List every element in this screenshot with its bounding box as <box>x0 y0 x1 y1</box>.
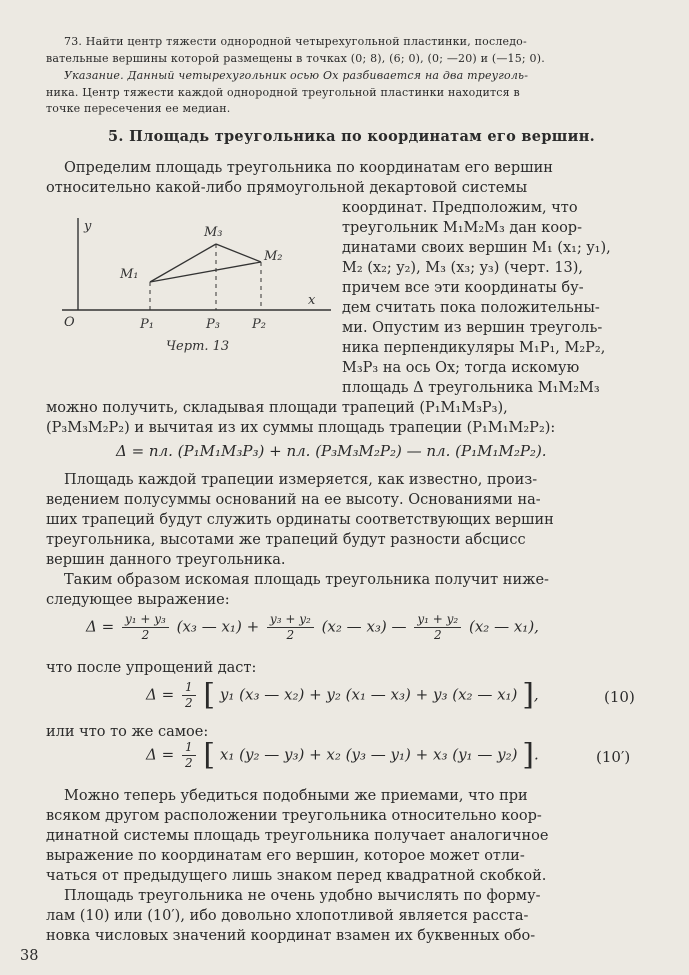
fraction <box>267 612 314 643</box>
right-bracket: ] <box>522 677 534 713</box>
paragraph-line: Таким образом искомая площадь треугольника получит ниже- <box>64 572 549 588</box>
fraction-denominator: 2 <box>433 628 442 642</box>
paragraph-line: треугольник M₁M₂M₃ дан коор- <box>342 220 582 236</box>
eq-term: (x₃ — x₁) + <box>176 617 260 636</box>
page-number: 38 <box>20 948 39 964</box>
paragraph-line: ших трапеций будут служить ординаты соответствующих вершин <box>46 512 554 528</box>
eq-body: x₁ (y₂ — y₃) + x₂ (y₃ — y₁) + x₃ (y₁ — y₂) <box>219 745 518 764</box>
equation-10 <box>146 677 539 713</box>
right-bracket: ] <box>522 737 534 773</box>
paragraph-line: новка числовых значений координат взамен их буквенных обо- <box>46 928 536 944</box>
eq-end: . <box>533 745 539 764</box>
eq-end: , <box>533 685 539 704</box>
paragraph-line: что после упрощений даст: <box>46 660 257 676</box>
fraction-numerator: y₃ + y₂ <box>267 612 314 628</box>
paragraph-line: площадь Δ треугольника M₁M₂M₃ <box>342 380 600 396</box>
fraction-denominator: 2 <box>184 756 193 770</box>
origin-label: O <box>64 315 75 330</box>
paragraph-line: следующее выражение: <box>46 592 230 608</box>
equation-10-prime <box>146 737 539 773</box>
m2-label: M₂ <box>264 249 283 264</box>
fraction-denominator: 2 <box>286 628 295 642</box>
paragraph-line: можно получить, складывая площади трапеций (P₁M₁M₃P₃), <box>46 400 508 416</box>
equation-number: (10′) <box>596 748 631 766</box>
p3-label: P₃ <box>206 317 220 332</box>
y-axis-label: y <box>84 219 92 234</box>
fraction-numerator: y₁ + y₃ <box>122 612 169 628</box>
paragraph-line: треугольника, высотами же трапеций будут разности абсцисс <box>46 532 526 548</box>
m1-label: M₁ <box>120 267 139 282</box>
fraction <box>414 612 461 643</box>
problem-line: вательные вершины которой размещены в точках (0; 8), (6; 0), (0; —20) и (—15; 0). <box>46 52 545 65</box>
triangle-side-m3m2 <box>216 244 261 262</box>
eq-lhs: Δ = <box>146 685 175 704</box>
paragraph-line: динатами своих вершин M₁ (x₁; y₁), <box>342 240 611 256</box>
p2-label: P₂ <box>252 317 266 332</box>
equation-number: (10) <box>604 688 635 706</box>
section-title: 5. Площадь треугольника по координатам его вершин. <box>108 128 595 145</box>
paragraph-line: или что то же самое: <box>46 724 209 740</box>
problem-line: 73. Найти центр тяжести однородной четырехугольной пластинки, последо- <box>64 35 527 48</box>
paragraph-line: Площадь каждой трапеции измеряется, как известно, произ- <box>64 472 538 488</box>
m3-label: M₃ <box>204 225 223 240</box>
paragraph-line: ведением полусуммы оснований на ее высоту. Основаниями на- <box>46 492 541 508</box>
paragraph-line: вершин данного треугольника. <box>46 552 286 568</box>
figure-caption: Черт. 13 <box>166 339 230 354</box>
paragraph-line: относительно какой-либо прямоугольной декартовой системы <box>46 180 528 196</box>
fraction-denominator: 2 <box>184 696 193 710</box>
eq-lhs: Δ = <box>146 745 175 764</box>
fraction-denominator: 2 <box>141 628 150 642</box>
paragraph-line: Площадь треугольника не очень удобно вычислять по форму- <box>64 888 541 904</box>
problem-line: точке пересечения ее медиан. <box>46 102 231 115</box>
fraction <box>122 612 169 643</box>
paragraph-line: дем считать пока положительны- <box>342 300 600 316</box>
fraction-half <box>182 740 196 771</box>
paragraph-line: выражение по координатам его вершин, которое может отли- <box>46 848 525 864</box>
paragraph-line: динатной системы площадь треугольника получает аналогичное <box>46 828 549 844</box>
equation-triangle-area-expanded <box>86 612 539 643</box>
fraction-numerator: 1 <box>182 740 196 756</box>
paragraph-line: Определим площадь треугольника по координатам его вершин <box>64 160 553 176</box>
p1-label: P₁ <box>140 317 154 332</box>
paragraph-line: координат. Предположим, что <box>342 200 578 216</box>
problem-line: ника. Центр тяжести каждой однородной треугольной пластинки находится в <box>46 86 520 99</box>
left-bracket: [ <box>203 737 216 773</box>
fraction-numerator: 1 <box>182 680 196 696</box>
eq-term: (x₂ — x₁), <box>468 617 539 636</box>
problem-hint-line: Указание. Данный четырехугольник осью Ox разбивается на два треуголь- <box>64 69 529 82</box>
eq-body: y₁ (x₃ — x₂) + y₂ (x₁ — x₃) + y₃ (x₂ — x₁) <box>219 685 518 704</box>
paragraph-line: причем все эти координаты бу- <box>342 280 584 296</box>
equation-area-trapezoids: Δ = пл. (P₁M₁M₃P₃) + пл. (P₃M₃M₂P₂) — пл. (P₁M₁M₂P₂). <box>116 442 547 460</box>
paragraph-line: (P₃M₃M₂P₂) и вычитая из их суммы площадь трапеции (P₁M₁M₂P₂): <box>46 420 556 436</box>
left-bracket: [ <box>203 677 216 713</box>
fraction-half <box>182 680 196 711</box>
figure-13 <box>56 210 336 360</box>
paragraph-line: ника перпендикуляры M₁P₁, M₂P₂, <box>342 340 606 356</box>
paragraph-line: M₂ (x₂; y₂), M₃ (x₃; y₃) (черт. 13), <box>342 260 584 276</box>
fraction-numerator: y₁ + y₂ <box>414 612 461 628</box>
paragraph-line: всяком другом расположении треугольника относительно коор- <box>46 808 542 824</box>
paragraph-line: лам (10) или (10′), ибо довольно хлопотливой является расста- <box>46 908 529 924</box>
paragraph-line: ми. Опустим из вершин треуголь- <box>342 320 603 336</box>
eq-term: (x₂ — x₃) — <box>321 617 407 636</box>
eq-lhs: Δ = <box>86 617 115 636</box>
paragraph-line: Можно теперь убедиться подобными же приемами, что при <box>64 788 528 804</box>
paragraph-line: M₃P₃ на ось Ox; тогда искомую <box>342 360 580 376</box>
x-axis-label: x <box>308 293 316 308</box>
paragraph-line: чаться от предыдущего лишь знаком перед квадратной скобкой. <box>46 868 547 884</box>
